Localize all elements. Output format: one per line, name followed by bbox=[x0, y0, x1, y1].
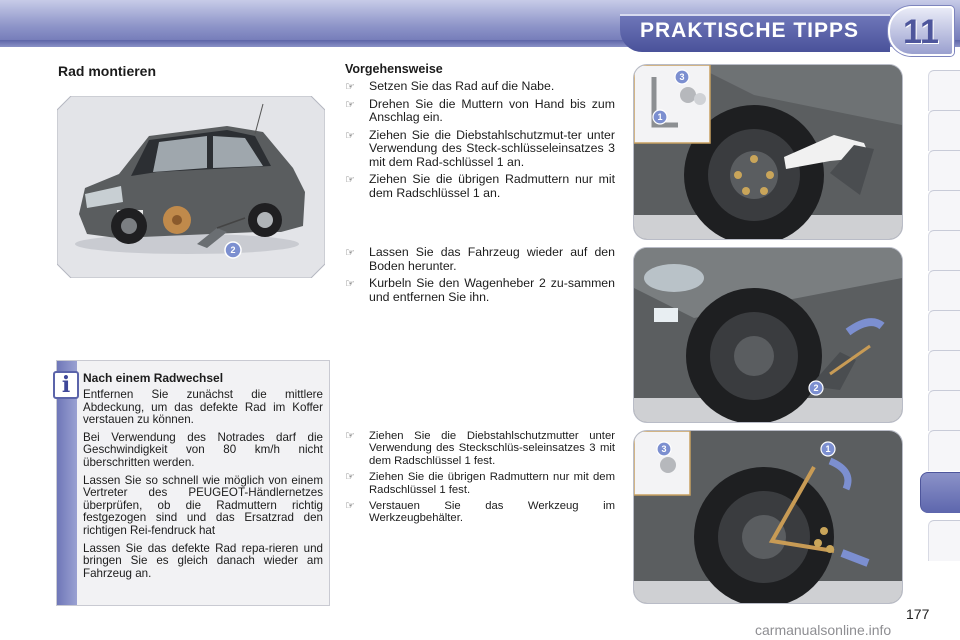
chapter-tab[interactable] bbox=[928, 110, 960, 151]
info-paragraph: Entfernen Sie zunächst die mittlere Abdeckung, um das defekte Rad im Koffer verstauen zu können. bbox=[83, 388, 323, 427]
chapter-tab[interactable] bbox=[928, 70, 960, 111]
step-text: Ziehen Sie die übrigen Radmuttern nur mit dem Radschlüssel 1 an. bbox=[369, 172, 615, 200]
procedure-step bbox=[345, 129, 615, 170]
callout-label: 3 bbox=[679, 72, 685, 82]
chapter-number: 11 bbox=[903, 13, 939, 51]
car-illustration bbox=[57, 96, 325, 278]
procedure-step bbox=[345, 246, 615, 273]
chapter-tab[interactable] bbox=[928, 390, 960, 431]
info-content bbox=[83, 371, 323, 585]
chapter-tab[interactable] bbox=[928, 270, 960, 311]
step-text: Drehen Sie die Muttern von Hand bis zum Anschlag ein. bbox=[369, 96, 615, 124]
procedure-step bbox=[345, 277, 615, 304]
watermark: carmanualsonline.info bbox=[755, 622, 892, 638]
chapter-tab-active[interactable] bbox=[920, 472, 960, 513]
procedure-steps-2 bbox=[345, 246, 615, 308]
step-text: Ziehen Sie die Diebstahlschutzmutter unter Verwendung des Steckschlüs-seleinsatzes 3 mit dem Radschlüssel 1 fest. bbox=[369, 430, 615, 467]
hand-pointer-icon: ☞ bbox=[345, 277, 355, 290]
info-paragraph: Lassen Sie so schnell wie möglich von einem Vertreter des PEUGEOT-Händlernetzes überprüfen, ob die Radmuttern richtig festgezogen sind und das Ersatzrad den richtigen Rei-fendruck hat bbox=[83, 473, 323, 537]
chapter-tab[interactable] bbox=[928, 350, 960, 391]
section-title: Rad montieren bbox=[58, 63, 157, 79]
chapter-title: PRAKTISCHE TIPPS bbox=[640, 19, 860, 42]
info-paragraph: Bei Verwendung des Notrades darf die Geschwindigkeit von 80 km/h nicht überschritten werden. bbox=[83, 430, 323, 469]
info-box bbox=[56, 360, 330, 606]
callout-label: 2 bbox=[230, 245, 236, 255]
step-text: Ziehen Sie die Diebstahlschutzmut-ter unter Verwendung des Steck-schlüsseleinsatzes 3 mit dem Rad-schlüssel 1 an. bbox=[369, 127, 615, 169]
chapter-tab[interactable] bbox=[928, 520, 960, 561]
callout-label: 1 bbox=[825, 444, 831, 454]
hand-pointer-icon: ☞ bbox=[345, 499, 355, 513]
hand-pointer-icon: ☞ bbox=[345, 80, 355, 93]
chapter-tab[interactable] bbox=[928, 150, 960, 191]
step-text: Setzen Sie das Rad auf die Nabe. bbox=[369, 79, 555, 93]
hand-pointer-icon: ☞ bbox=[345, 128, 355, 142]
chapter-tab[interactable] bbox=[928, 230, 960, 271]
chapter-tab[interactable] bbox=[928, 430, 960, 471]
callout-3 bbox=[657, 442, 671, 456]
step-text: Verstauen Sie das Werkzeug im Werkzeugbehälter. bbox=[369, 500, 615, 525]
procedure-step bbox=[345, 80, 615, 94]
callout-1 bbox=[821, 442, 835, 456]
final-tightening-photo bbox=[633, 430, 903, 604]
step-text: Lassen Sie das Fahrzeug wieder auf den Boden herunter. bbox=[369, 245, 615, 273]
procedure-step bbox=[345, 98, 615, 125]
hand-pointer-icon: ☞ bbox=[345, 429, 355, 442]
procedure-step bbox=[345, 471, 615, 496]
chapter-tab[interactable] bbox=[928, 190, 960, 231]
info-icon: i bbox=[53, 371, 79, 399]
hand-pointer-icon: ☞ bbox=[345, 470, 355, 484]
page-header bbox=[0, 0, 960, 56]
info-paragraph: Lassen Sie das defekte Rad repa-rieren und bringen Sie es gleich danach wieder am Fahrzeug an. bbox=[83, 541, 323, 580]
callout-label: 3 bbox=[661, 444, 667, 454]
chapter-badge bbox=[888, 6, 954, 56]
step-text: Ziehen Sie die übrigen Radmuttern nur mit dem Radschlüssel 1 fest. bbox=[369, 471, 615, 496]
chapter-tabs bbox=[928, 70, 960, 570]
hand-pointer-icon: ☞ bbox=[345, 97, 355, 111]
callout-label: 1 bbox=[657, 112, 663, 122]
page-number: 177 bbox=[906, 606, 930, 622]
chapter-tab[interactable] bbox=[928, 310, 960, 351]
callout-3 bbox=[675, 70, 689, 84]
lower-vehicle-photo bbox=[633, 247, 903, 423]
callout-2 bbox=[225, 242, 241, 258]
callout-label: 2 bbox=[813, 383, 819, 393]
wheel-tightening-photo bbox=[633, 64, 903, 240]
procedure-step bbox=[345, 430, 615, 467]
procedure-step bbox=[345, 173, 615, 200]
procedure-step bbox=[345, 500, 615, 525]
procedure-title: Vorgehensweise bbox=[345, 62, 443, 76]
hand-pointer-icon: ☞ bbox=[345, 173, 355, 186]
callout-1 bbox=[653, 110, 667, 124]
procedure-steps-3 bbox=[345, 430, 615, 529]
info-title: Nach einem Radwechsel bbox=[83, 371, 224, 385]
procedure-steps-1 bbox=[345, 80, 615, 204]
callout-2 bbox=[809, 381, 823, 395]
hand-pointer-icon: ☞ bbox=[345, 246, 355, 259]
step-text: Kurbeln Sie den Wagenheber 2 zu-sammen und entfernen Sie ihn. bbox=[369, 276, 615, 304]
